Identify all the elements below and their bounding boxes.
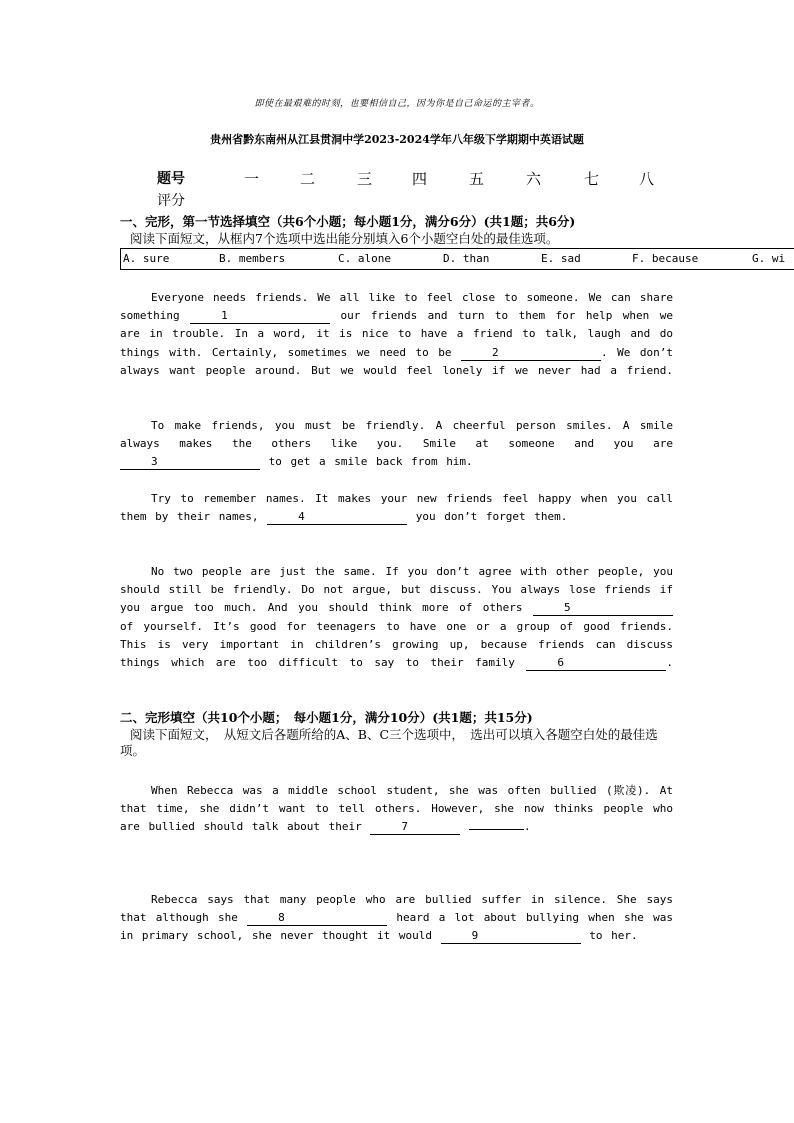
option-e: E. sad <box>541 252 581 265</box>
s1-paragraph-2: To make friends, you must be friendly. A cheerful person smiles. A smile always makes the others like you. Smile at someone and you are 3 to get a smile back from him. <box>120 419 673 469</box>
option-d: D. than <box>443 252 490 265</box>
s2-paragraph-2: Rebecca says that many people who are bullied suffer in silence. She says that although she 8 heard a lot about bullying when she was in primary school, she never thought it would 9 to her. <box>120 893 673 943</box>
blank-7[interactable]: 7 <box>370 820 460 835</box>
blank-5[interactable]: 5 <box>533 601 673 616</box>
motto: 即使在最艰难的时刻，也要相信自己，因为你是自己命运的主宰者。 <box>254 99 540 109</box>
page-title: 贵州省黔东南州从江县贯洞中学2023-2024学年八年级下学期期中英语试题 <box>210 133 584 146</box>
score-col-3: 三 <box>357 170 373 188</box>
section1-instruction: 阅读下面短文，从框内7个选项中选出能分别填入6个小题空白处的最佳选项。 <box>130 231 559 246</box>
blank-8[interactable]: 8 <box>247 911 387 926</box>
score-col-2: 二 <box>300 170 316 188</box>
section2-instruction: 阅读下面短文， 从短文后各题所给的A、B、C三个选项中， 选出可以填入各题空白处的最佳选项。 <box>120 727 658 758</box>
option-a: A. sure <box>123 252 170 265</box>
options-box <box>120 248 794 270</box>
score-col-6: 六 <box>526 170 542 188</box>
section2-heading: 二、完形填空（共10个小题； 每小题1分，满分10分）(共1题；共15分) <box>120 710 533 725</box>
blank-7-cont <box>469 829 524 830</box>
score-col-1: 一 <box>244 170 260 188</box>
score-table-head: 题号 <box>157 171 185 187</box>
blank-6[interactable]: 6 <box>526 656 666 671</box>
score-col-7: 七 <box>584 170 600 188</box>
blank-1[interactable]: 1 <box>190 309 330 324</box>
score-row-label: 评分 <box>157 193 185 209</box>
score-col-4: 四 <box>412 170 428 188</box>
s1-paragraph-4: No two people are just the same. If you don’t agree with other people, you should still be friendly. Do not argue, but discuss. You always lose friends if you argue too much. And you should think more of others 5 of yourself. It’s good for teenagers to have one or a group of good friends. This is very important in children’s growing up, because friends can discuss things which are too difficult to say to their family 6 . <box>120 565 673 670</box>
score-col-8: 八 <box>639 170 655 188</box>
blank-3[interactable]: 3 <box>120 455 260 470</box>
section1-heading: 一、完形，第一节选择填空（共6个小题；每小题1分，满分6分）(共1题；共6分) <box>120 214 576 229</box>
score-col-5: 五 <box>469 170 485 188</box>
blank-2[interactable]: 2 <box>461 346 601 361</box>
blank-4[interactable]: 4 <box>267 510 407 525</box>
blank-9[interactable]: 9 <box>441 929 581 944</box>
option-b: B. members <box>219 252 286 265</box>
option-f: F. because <box>632 252 699 265</box>
option-g: G. wi <box>752 252 786 265</box>
s1-paragraph-1: Everyone needs friends. We all like to feel close to someone. We can share something 1 our friends and turn to them for help when we are in trouble. In a word, it is nice to have a friend to talk, laugh and do things with. Certainly, sometimes we need to be 2 . We don’t always want people around. But we would feel lonely if we never had a friend. <box>120 291 674 377</box>
s1-paragraph-3: Try to remember names. It makes your new friends feel happy when you call them by their names, 4 you don’t forget them. <box>120 492 673 524</box>
s2-paragraph-1: When Rebecca was a middle school student, she was often bullied (欺凌). At that time, she didn’t want to tell others. However, she now thinks people who are bullied should talk about their 7 . <box>120 784 673 834</box>
option-c: C. alone <box>338 252 391 265</box>
